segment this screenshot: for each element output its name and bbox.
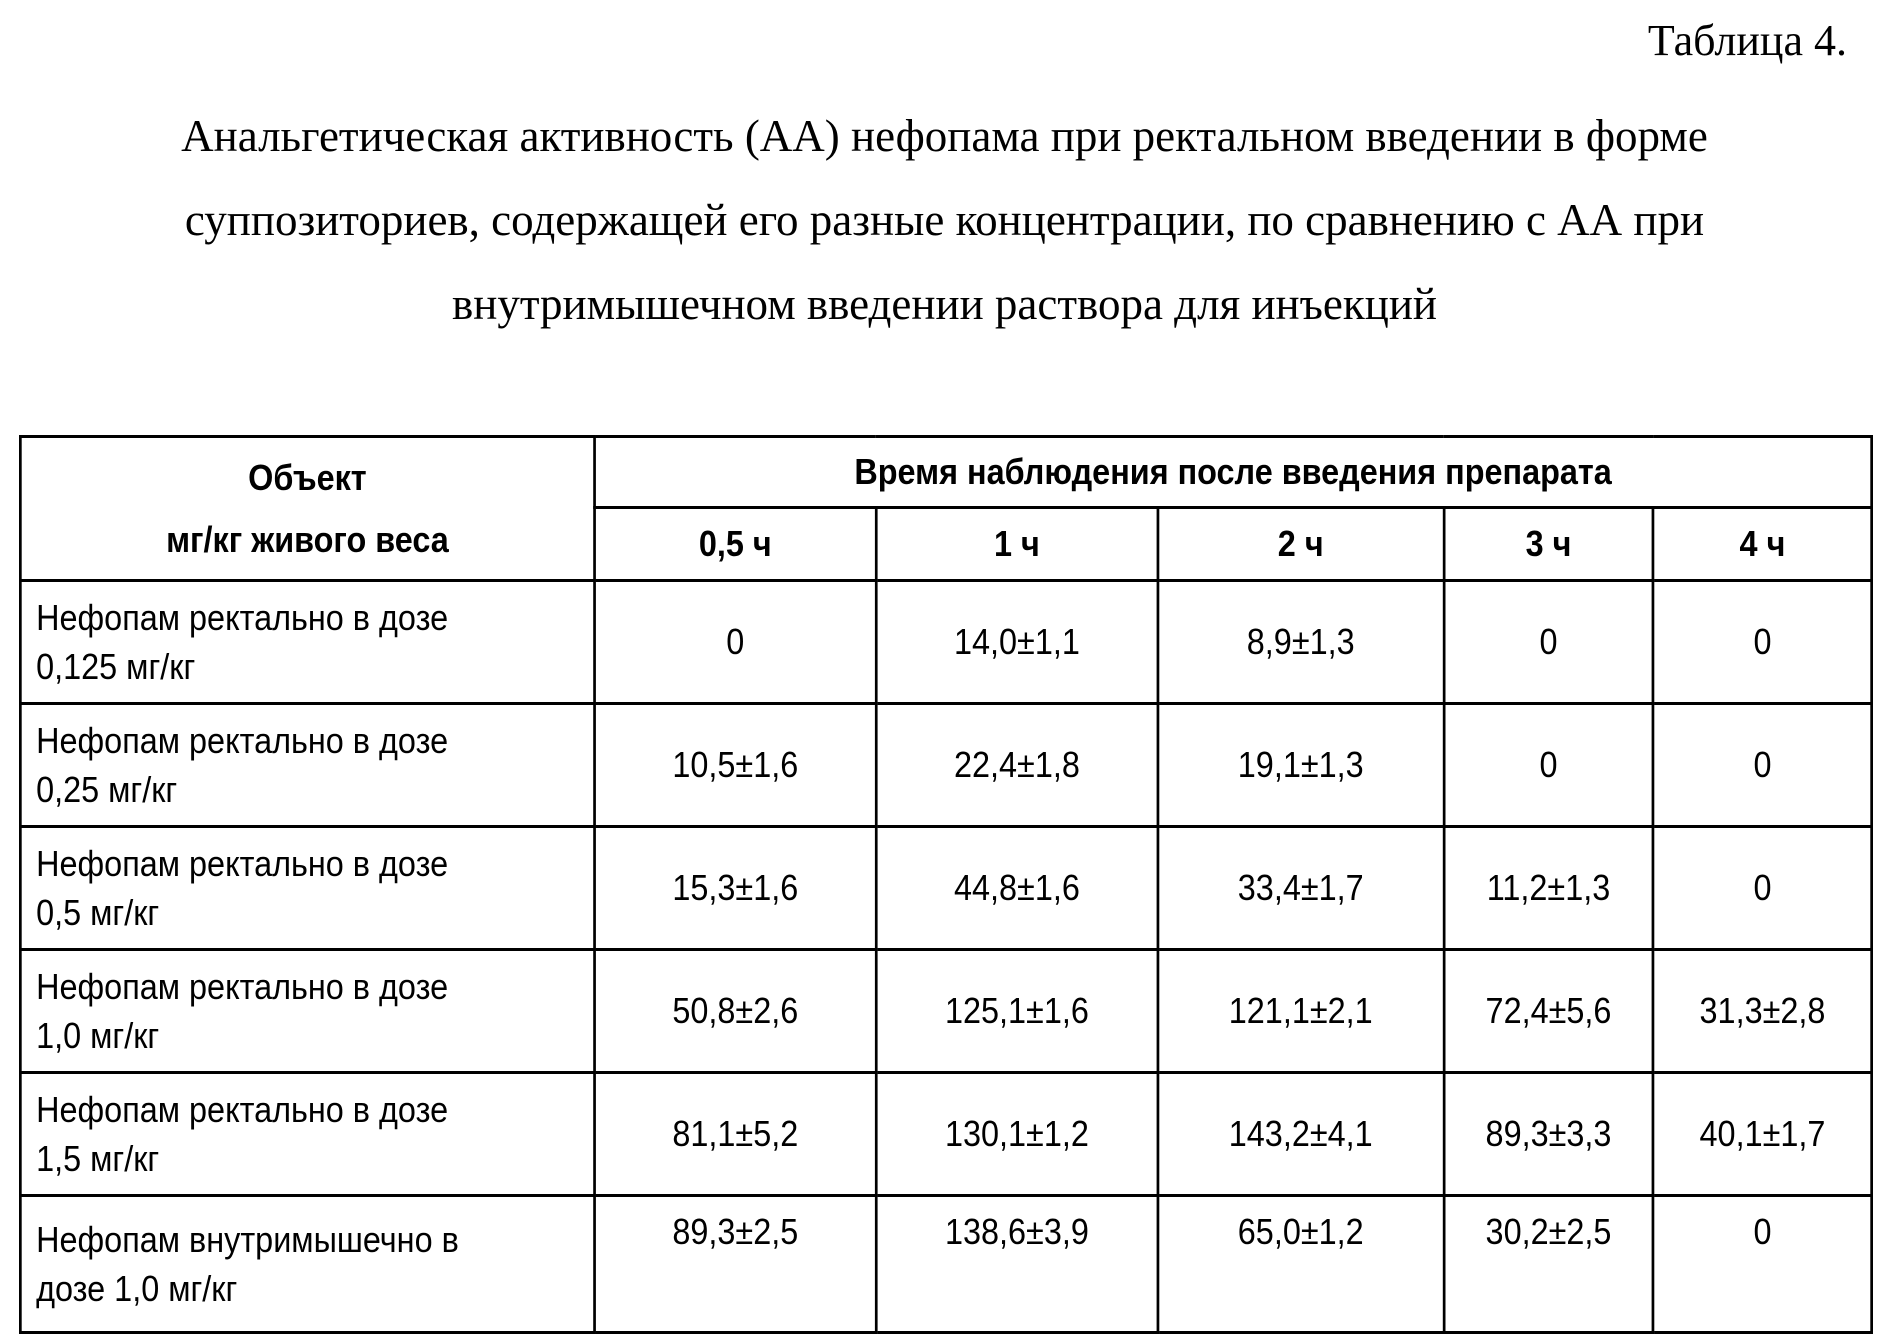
row-label (20, 827, 594, 950)
table-row (20, 950, 1871, 1073)
table-cell: 31,3±2,8 (1653, 950, 1871, 1073)
time-column-header: 2 ч (1158, 508, 1444, 581)
table-caption (60, 94, 1829, 346)
table-cell: 0 (1444, 704, 1654, 827)
table-cell: 19,1±1,3 (1158, 704, 1444, 827)
table-cell: 65,0±1,2 (1158, 1196, 1444, 1333)
table-row (20, 1196, 1871, 1333)
row-label-line: 0,5 мг/кг (36, 892, 160, 933)
time-column-header: 1 ч (876, 508, 1158, 581)
table-cell: 0 (1653, 581, 1871, 704)
row-label-line: 0,125 мг/кг (36, 646, 196, 687)
table-cell: 10,5±1,6 (595, 704, 877, 827)
table-cell: 130,1±1,2 (876, 1073, 1158, 1196)
table-row (20, 827, 1871, 950)
caption-line: внутримышечном введении раствора для инъекций (452, 279, 1437, 329)
time-column-header: 4 ч (1653, 508, 1871, 581)
table-cell: 138,6±3,9 (876, 1196, 1158, 1333)
table-cell: 0 (1653, 827, 1871, 950)
time-column-header: 0,5 ч (595, 508, 877, 581)
object-header (20, 437, 594, 581)
table-cell: 0 (1653, 1196, 1871, 1333)
row-label-line: 0,25 мг/кг (36, 769, 178, 810)
table-cell: 30,2±2,5 (1444, 1196, 1654, 1333)
time-column-header: 3 ч (1444, 508, 1654, 581)
table-row (20, 1073, 1871, 1196)
table-cell: 22,4±1,8 (876, 704, 1158, 827)
table-cell: 89,3±2,5 (595, 1196, 877, 1333)
row-label-line: Нефопам ректально в дозе (36, 720, 449, 761)
time-header: Время наблюдения после введения препарата (595, 437, 1872, 508)
row-label (20, 704, 594, 827)
table-cell: 0 (1653, 704, 1871, 827)
table-cell: 125,1±1,6 (876, 950, 1158, 1073)
row-label-line: Нефопам ректально в дозе (36, 966, 449, 1007)
row-label (20, 1196, 594, 1333)
table-cell: 15,3±1,6 (595, 827, 877, 950)
row-label (20, 950, 594, 1073)
row-label-line: Нефопам ректально в дозе (36, 1089, 449, 1130)
table-cell: 0 (1444, 581, 1654, 704)
row-label (20, 1073, 594, 1196)
table-row (20, 581, 1871, 704)
table-cell: 0 (595, 581, 877, 704)
row-label-line: Нефопам ректально в дозе (36, 843, 449, 884)
caption-line: Анальгетическая активность (АА) нефопама при ректальном введении в форме (181, 111, 1708, 161)
row-label-line: 1,5 мг/кг (36, 1138, 160, 1179)
table-cell: 11,2±1,3 (1444, 827, 1654, 950)
table-cell: 14,0±1,1 (876, 581, 1158, 704)
table-number: Таблица 4. (1647, 16, 1847, 65)
table-cell: 72,4±5,6 (1444, 950, 1654, 1073)
table-cell: 44,8±1,6 (876, 827, 1158, 950)
table-cell: 143,2±4,1 (1158, 1073, 1444, 1196)
table-cell: 50,8±2,6 (595, 950, 877, 1073)
object-header-line: мг/кг живого веса (166, 518, 449, 560)
caption-line: суппозиториев, содержащей его разные концентрации, по сравнению с АА при (184, 195, 1705, 245)
row-label-line: Нефопам внутримышечно в (36, 1219, 459, 1260)
table-row (20, 704, 1871, 827)
row-label-line: дозе 1,0 мг/кг (36, 1268, 238, 1309)
table-cell: 8,9±1,3 (1158, 581, 1444, 704)
table-cell: 121,1±2,1 (1158, 950, 1444, 1073)
row-label-line: Нефопам ректально в дозе (36, 597, 449, 638)
row-label-line: 1,0 мг/кг (36, 1015, 160, 1056)
table-cell: 89,3±3,3 (1444, 1073, 1654, 1196)
table-cell: 33,4±1,7 (1158, 827, 1444, 950)
analgesic-activity-table (19, 435, 1873, 1334)
object-header-line: Объект (248, 456, 367, 498)
row-label (20, 581, 594, 704)
table-cell: 81,1±5,2 (595, 1073, 877, 1196)
table-cell: 40,1±1,7 (1653, 1073, 1871, 1196)
